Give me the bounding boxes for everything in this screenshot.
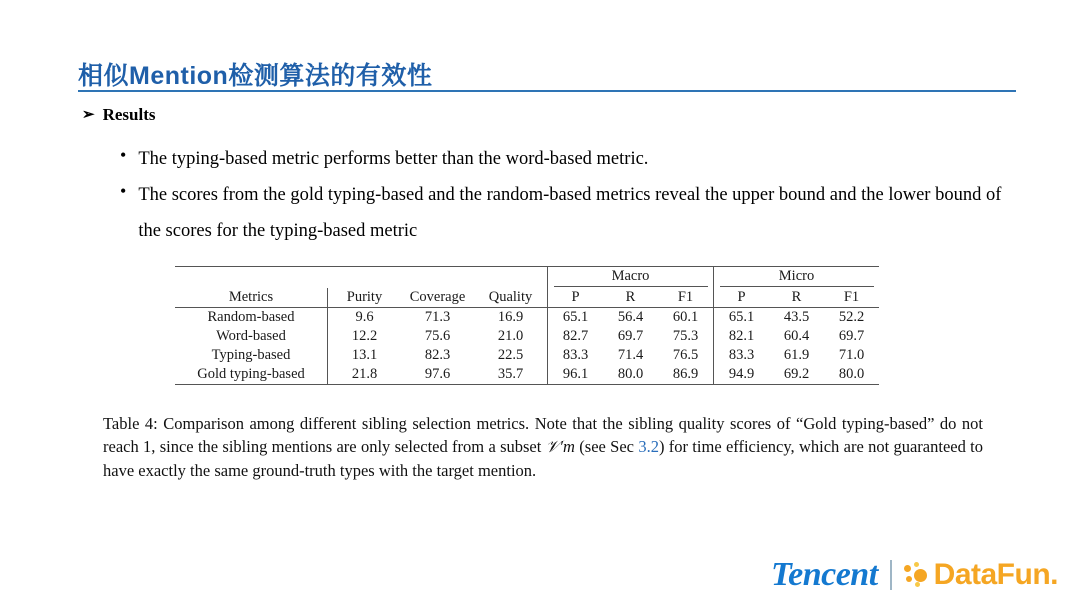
table-row [175, 346, 879, 365]
cell-micro-p: 94.9 [714, 365, 770, 385]
caption-text-3: ) for time efficiency, which are not guaranteed to have exactly the same ground-truth types with the target mention. [103, 437, 984, 480]
column-header: P [548, 288, 604, 308]
list-item-label: The typing-based metric performs better than the word-based metric. [138, 149, 649, 169]
datafun-mark-icon [904, 562, 930, 588]
cell-macro-p: 96.1 [548, 365, 604, 385]
cell-macro-r: 71.4 [617, 347, 644, 363]
cell-macro-r: 80.0 [603, 365, 658, 385]
cell-quality: 21.0 [497, 328, 524, 344]
group-header-macro [548, 267, 714, 289]
datafun-dot: . [1050, 558, 1058, 591]
cell-macro-f1: 86.9 [658, 365, 714, 385]
column-header: F1 [824, 288, 879, 308]
table-row [175, 327, 879, 346]
datafun-logo [904, 558, 1058, 592]
cell-micro-f1: 52.2 [838, 309, 865, 325]
results-heading [82, 105, 155, 126]
list-item [120, 141, 648, 177]
column-header: F1 [658, 288, 714, 308]
caption-section-reference[interactable]: 3.2 [638, 437, 659, 457]
cell-macro-r: 56.4 [617, 309, 644, 325]
cell-micro-f1: 80.0 [824, 365, 879, 385]
table-caption [103, 412, 983, 482]
cell-metric: Random-based [207, 309, 295, 325]
cell-macro-p: 65.1 [548, 308, 604, 328]
group-header-spacer [401, 267, 474, 289]
table-header-row [175, 288, 879, 308]
cell-purity: 9.6 [328, 308, 402, 328]
cell-quality: 16.9 [497, 309, 524, 325]
caption-symbol: 𝒱′m [545, 437, 575, 457]
arrow-bullet-icon: ➢ [82, 107, 95, 123]
table-row [175, 308, 879, 328]
list-item-label: The scores from the gold typing-based and the random-based metrics reveal the upper bound and the lower bound of the scores for the typing-based metric [138, 185, 1002, 242]
caption-text-2: (see Sec [574, 437, 639, 457]
list-item [120, 177, 1028, 249]
results-table-figure [103, 266, 1015, 385]
caption-label: Table 4: [103, 414, 158, 433]
column-header: P [714, 288, 770, 308]
column-header: Coverage [401, 288, 474, 308]
cell-coverage: 75.6 [424, 328, 451, 344]
group-header-spacer [328, 267, 402, 289]
cell-purity: 13.1 [328, 346, 402, 365]
cell-micro-p: 82.1 [714, 327, 770, 346]
cell-metric: Typing-based [211, 347, 291, 363]
column-header: Metrics [175, 288, 328, 308]
cell-metric: Gold typing-based [175, 365, 328, 385]
cell-micro-p: 83.3 [714, 346, 770, 365]
cell-macro-f1: 60.1 [672, 309, 699, 325]
table-row [175, 365, 879, 385]
table-group-header-row [175, 267, 879, 289]
cell-macro-f1: 76.5 [672, 347, 699, 363]
dot-bullet-icon: • [120, 181, 127, 201]
group-header-micro-label: Micro [720, 268, 874, 287]
caption-text-1: Comparison among different sibling selection metrics. Note that the sibling quality scores of “Gold typing-based” do not reach 1, since the sibling mentions are only selected from a subset [103, 414, 983, 457]
results-heading-label: Results [102, 105, 156, 124]
cell-quality: 22.5 [497, 347, 524, 363]
cell-micro-f1: 69.7 [838, 328, 865, 344]
cell-coverage: 71.3 [424, 309, 451, 325]
cell-quality: 35.7 [474, 365, 548, 385]
cell-metric: Word-based [216, 328, 286, 344]
datafun-wordmark [934, 558, 1058, 592]
page-title: 相似Mention检测算法的有效性 [78, 62, 433, 90]
cell-micro-r: 43.5 [783, 309, 810, 325]
footer-logos [771, 556, 1058, 594]
cell-purity: 21.8 [328, 365, 402, 385]
column-header: R [603, 288, 658, 308]
cell-micro-r: 61.9 [783, 347, 810, 363]
title-divider [78, 90, 1016, 92]
column-header: R [769, 288, 824, 308]
column-header: Quality [474, 288, 548, 308]
cell-purity: 12.2 [328, 327, 402, 346]
cell-micro-r: 69.2 [769, 365, 824, 385]
cell-coverage: 82.3 [424, 347, 451, 363]
cell-micro-f1: 71.0 [838, 347, 865, 363]
logo-divider [890, 560, 892, 590]
cell-micro-r: 60.4 [783, 328, 810, 344]
group-header-micro [714, 267, 880, 289]
cell-macro-p: 83.3 [548, 346, 604, 365]
group-header-macro-label: Macro [554, 268, 708, 287]
cell-macro-r: 69.7 [617, 328, 644, 344]
tencent-logo: Tencent [770, 556, 878, 593]
group-header-spacer [474, 267, 548, 289]
dot-bullet-icon: • [120, 145, 127, 165]
cell-micro-p: 65.1 [714, 308, 770, 328]
cell-macro-p: 82.7 [548, 327, 604, 346]
group-header-spacer [175, 267, 328, 289]
datafun-label: DataFun [933, 558, 1051, 591]
cell-coverage: 97.6 [401, 365, 474, 385]
cell-macro-f1: 75.3 [672, 328, 699, 344]
column-header: Purity [328, 288, 402, 308]
metrics-table [175, 266, 879, 385]
